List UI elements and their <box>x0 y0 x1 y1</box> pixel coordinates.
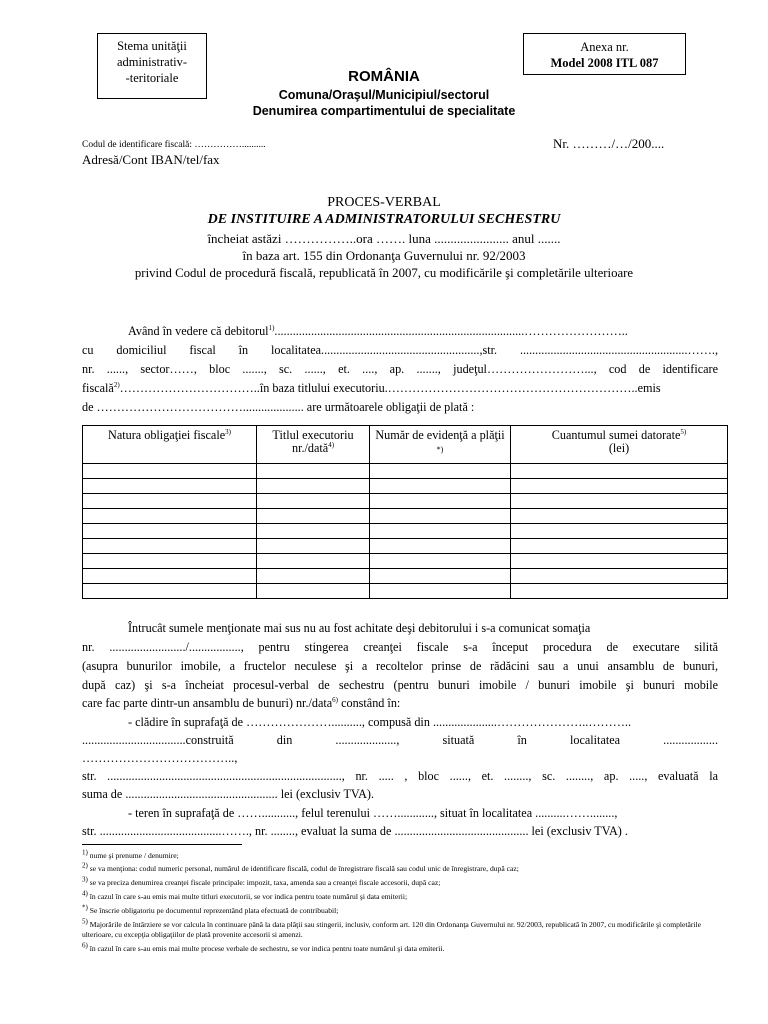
table-row <box>83 539 728 554</box>
table-cell[interactable] <box>257 524 370 539</box>
authority-line: Comuna/Oraşul/Municipiul/sectorul <box>278 88 490 102</box>
col-header-obligation: Natura obligaţiei fiscale$^{3)}$ <box>83 426 257 464</box>
fiscal-line <box>82 380 718 396</box>
title-exec-field: ……………………………..în baza titlului executoriu.……………………………………………………..emis <box>119 381 661 395</box>
footnote: $^{5)}$ Majorările de întârziere se vor calcula în continuare până la data plăţii sau stingerii, inclusiv, conform art. 120 din Ordonanţa Guvernului nr. 92/2003, republicată în 2007, cu modificările şi completările ulterioare, cu excepţia obligaţiilor de plată provenite accesorii si amenzi. <box>82 917 701 939</box>
table-cell[interactable] <box>257 509 370 524</box>
table-cell[interactable] <box>83 539 257 554</box>
document-number: Nr. ………/…/200.... <box>553 136 665 151</box>
footnote: *) Se înscrie obligatoriu pe documentul reprezentând plata efectuată de contribuabil; <box>82 903 339 915</box>
table-cell[interactable] <box>83 554 257 569</box>
land-line: - teren în suprafaţă de ……..........., felul terenului ……............, situat în localitatea ..........……........, <box>128 806 618 820</box>
value-line: suma de .................................................. lei (exclusiv TVA). <box>82 787 375 801</box>
table-row <box>83 584 728 599</box>
para2-line: (asupra bunurilor imobile, a fructelor neculese şi a recoltelor prinse de rădăcini sau a unui ansamblu de bunuri, <box>82 659 718 673</box>
table-row <box>83 524 728 539</box>
para1-line <box>82 323 718 339</box>
table-cell[interactable] <box>83 584 257 599</box>
building-line: ……………………………….., <box>82 751 238 765</box>
table-row <box>83 494 728 509</box>
para2-line: Întrucât sumele menţionate mai sus nu au fost achitate deşi debitorului i s-a comunicat somaţia <box>128 621 591 635</box>
col-header-title: Titlul executoriu nr./dată$^{4)}$ <box>257 426 370 464</box>
footnote: $^{2)}$ se va menţiona: codul numeric personal, numărul de identificare fiscală, codul de înregistrare fiscală sau codul unic de înregistrare, după caz; <box>82 861 519 873</box>
debtor-field: ..................................................................................…………………….. <box>274 324 628 338</box>
table-row <box>83 509 728 524</box>
table-cell[interactable] <box>370 554 511 569</box>
table-cell[interactable] <box>511 554 728 569</box>
table-cell[interactable] <box>370 569 511 584</box>
col-header-amount: Cuantumul sumei datorate$^{5)}$ (lei) <box>511 426 728 464</box>
table-cell[interactable] <box>83 494 257 509</box>
footnote-ref: 2) <box>113 380 120 389</box>
street-line: str. ............................................................................., nr. ..... , bloc ......, et. ........, sc. ........, ap. ....., evaluată la <box>82 769 718 783</box>
table-cell[interactable] <box>370 494 511 509</box>
building-line: ..................................construită din ...................., situată în localitatea .................. <box>82 733 718 747</box>
issued-by-line: de ……………………………….................... are următoarele obligaţii de plată : <box>82 400 475 414</box>
emblem-line: -teritoriale <box>125 71 179 85</box>
table-cell[interactable] <box>83 509 257 524</box>
address-line: Adresă/Cont IBAN/tel/fax <box>82 152 220 167</box>
table-row <box>83 569 728 584</box>
document-subtitle: DE INSTITUIRE A ADMINISTRATORULUI SECHESTRU <box>207 212 561 227</box>
footnote: $^{1)}$ nume şi prenume / denumire; <box>82 848 179 860</box>
fiscal-label: fiscală <box>82 381 114 395</box>
table-cell[interactable] <box>511 494 728 509</box>
table-cell[interactable] <box>257 479 370 494</box>
footnote-ref: 6) <box>332 695 339 704</box>
document-title: PROCES-VERBAL <box>327 195 441 210</box>
para2-line: după caz) şi s-a încheiat procesul-verbal de sechestru (pentru bunuri imobile / bunuri imobile şi bunuri mobile <box>82 678 718 692</box>
table-cell[interactable] <box>257 539 370 554</box>
debtor-label: Având în vedere că debitorul <box>128 324 269 338</box>
table-cell[interactable] <box>257 554 370 569</box>
annex-box <box>523 33 686 75</box>
col-header-record-number: Număr de evidenţă a plăţii *) <box>370 426 511 464</box>
table-row <box>83 479 728 494</box>
address-details-line: nr. ......, sector……, bloc ......., sc. ......, et. ...., ap. ......., judeţul……………………..., cod de identificare <box>82 362 718 376</box>
land-street-line: str. ........................................……., nr. ........, evaluat la suma de ............................................ lei (exclusiv TVA) . <box>82 824 628 838</box>
para2-line: nr. ........................./................., pentru stingerea creanţei fiscale s-a început procedura de executare silită <box>82 640 718 654</box>
fiscal-code: Codul de identificare fiscală: …………….......... <box>82 140 266 150</box>
footnote-separator <box>82 844 242 845</box>
building-line: - clădire în suprafaţă de ………………….........., compusă din .....................…………………..……….. <box>128 715 632 729</box>
table-cell[interactable] <box>257 464 370 479</box>
table-cell[interactable] <box>83 524 257 539</box>
table-cell[interactable] <box>370 539 511 554</box>
annex-number: Anexa nr. <box>580 40 629 54</box>
country-title: ROMÂNIA <box>348 68 420 85</box>
table-cell[interactable] <box>257 494 370 509</box>
emblem-line: administrativ- <box>116 55 188 69</box>
table-cell[interactable] <box>511 509 728 524</box>
title-line-code: privind Codul de procedură fiscală, republicată în 2007, cu modificările şi completările ulterioare <box>134 266 634 280</box>
table-cell[interactable] <box>370 464 511 479</box>
table-cell[interactable] <box>370 584 511 599</box>
table-cell[interactable] <box>83 569 257 584</box>
model-code: Model 2008 ITL 087 <box>550 56 659 70</box>
footnote: $^{6)}$ în cazul în care s-au emis mai multe procese verbale de sechestru, se vor indica pentru toate numărul şi data emiterii. <box>82 941 445 953</box>
emblem-line: Stema unităţii <box>117 39 187 53</box>
table-row <box>83 554 728 569</box>
table-cell[interactable] <box>511 524 728 539</box>
table-cell[interactable] <box>257 569 370 584</box>
footnote: $^{3)}$ se va preciza denumirea creanţei fiscale principale: impozit, taxa, amenda sau a creanţei fiscale accesorii, după caz; <box>82 875 441 887</box>
department-line: Denumirea compartimentului de specialitate <box>252 104 516 118</box>
footnote: $^{4)}$ în cazul în care s-au emis mai multe titluri executorii, se vor indica pentru toate numărul şi data emiterii; <box>82 889 408 901</box>
title-line-legal: în baza art. 155 din Ordonanţa Guvernului nr. 92/2003 <box>242 248 526 263</box>
table-cell[interactable] <box>83 464 257 479</box>
table-header-row <box>83 426 728 464</box>
domicile-line: cu domiciliul fiscal în localitatea....................................................,str. .......................................................……., <box>82 343 718 357</box>
table-cell[interactable] <box>370 524 511 539</box>
table-cell[interactable] <box>370 509 511 524</box>
emblem-box <box>97 33 207 99</box>
table-cell[interactable] <box>511 569 728 584</box>
footnote-ref: 1) <box>268 323 275 332</box>
table-cell[interactable] <box>257 584 370 599</box>
para2-line: care fac parte dintr-un ansamblu de bunuri) nr./data$^{6)}$ constând în: <box>82 695 401 710</box>
table-cell[interactable] <box>511 539 728 554</box>
table-cell[interactable] <box>511 464 728 479</box>
title-line-date: încheiat astăzi ……………..ora ……. luna ....................... anul ....... <box>207 231 561 246</box>
table-cell[interactable] <box>511 479 728 494</box>
obligations-table <box>82 425 728 599</box>
table-cell[interactable] <box>370 479 511 494</box>
table-cell[interactable] <box>511 584 728 599</box>
table-row <box>83 464 728 479</box>
table-cell[interactable] <box>83 479 257 494</box>
